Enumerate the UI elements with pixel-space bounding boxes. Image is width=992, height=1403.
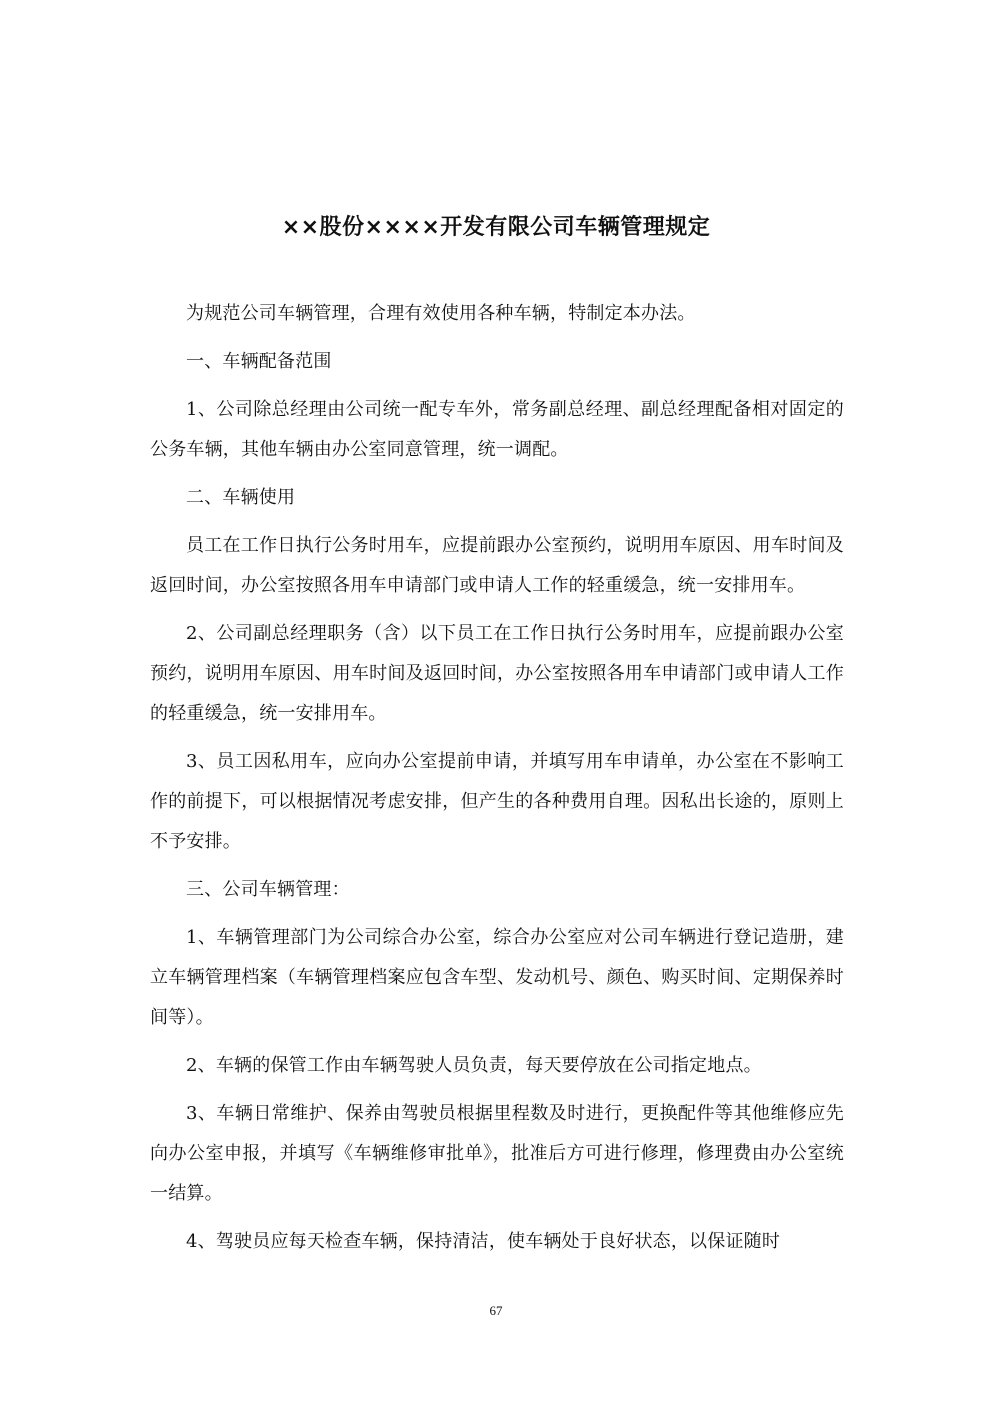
document-title: ××股份××××开发有限公司车辆管理规定	[281, 215, 711, 240]
paragraph: 2、车辆的保管工作由车辆驾驶人员负责，每天要停放在公司指定地点。	[186, 1055, 762, 1076]
document-body	[150, 294, 844, 1270]
paragraph: 为规范公司车辆管理，合理有效使用各种车辆，特制定本办法。	[186, 303, 696, 324]
paragraph: 1、公司除总经理由公司统一配专车外，常务副总经理、副总经理配备相对固定的公务车辆，其他车辆由办公室同意管理，统一调配。	[150, 399, 844, 460]
page-number: 67	[489, 1303, 503, 1318]
section-heading: 三、公司车辆管理：	[186, 879, 350, 900]
paragraph: 3、车辆日常维护、保养由驾驶员根据里程数及时进行，更换配件等其他维修应先向办公室申报，并填写《车辆维修审批单》，批准后方可进行修理，修理费由办公室统一结算。	[150, 1103, 844, 1204]
paragraph: 员工在工作日执行公务时用车，应提前跟办公室预约，说明用车原因、用车时间及返回时间，办公室按照各用车申请部门或申请人工作的轻重缓急，统一安排用车。	[150, 535, 844, 596]
paragraph: 1、车辆管理部门为公司综合办公室，综合办公室应对公司车辆进行登记造册，建立车辆管理档案（车辆管理档案应包含车型、发动机号、颜色、购买时间、定期保养时间等）。	[150, 927, 844, 1028]
paragraph: 2、公司副总经理职务（含）以下员工在工作日执行公务时用车，应提前跟办公室预约，说明用车原因、用车时间及返回时间，办公室按照各用车申请部门或申请人工作的轻重缓急，统一安排用车。	[150, 623, 844, 724]
paragraph: 4、驾驶员应每天检查车辆，保持清洁，使车辆处于良好状态，以保证随时	[186, 1231, 781, 1252]
section-heading: 二、车辆使用	[186, 487, 296, 508]
paragraph: 3、员工因私用车，应向办公室提前申请，并填写用车申请单，办公室在不影响工作的前提下，可以根据情况考虑安排，但产生的各种费用自理。因私出长途的，原则上不予安排。	[150, 751, 844, 852]
section-heading: 一、车辆配备范围	[186, 351, 332, 372]
